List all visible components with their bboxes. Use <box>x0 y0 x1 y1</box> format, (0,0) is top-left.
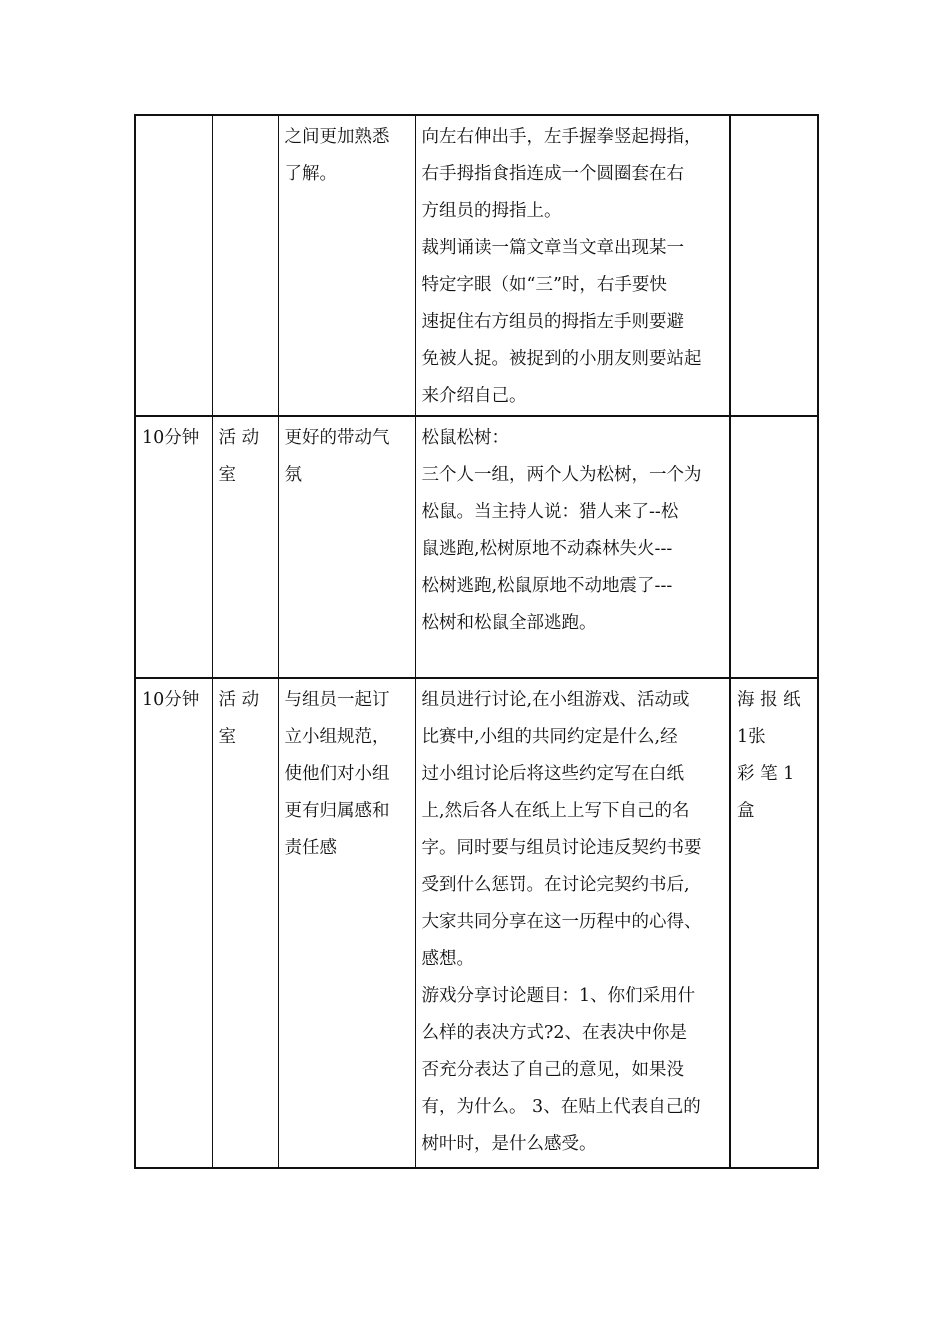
table-row <box>135 115 818 416</box>
time-cell <box>135 416 212 678</box>
content-line: 松树逃跑,松鼠原地不动地震了--- <box>421 576 673 596</box>
content-line: 松鼠。当主持人说：猎人来了--松 <box>421 502 679 522</box>
materials-line: 1张 <box>737 727 766 747</box>
content-line: 右手拇指食指连成一个圆圈套在右 <box>421 164 684 184</box>
content-line: 组员进行讨论,在小组游戏、活动或 <box>421 690 690 710</box>
content-line: 向左右伸出手，左手握拳竖起拇指， <box>421 127 702 147</box>
table-row <box>135 416 818 678</box>
content-line: 三个人一组，两个人为松树，一个为 <box>421 465 702 485</box>
content-line: 受到什么惩罚。在讨论完契约书后, <box>421 875 690 895</box>
goal-line: 氛 <box>284 465 302 485</box>
content-line: 裁判诵读一篇文章当文章出现某一 <box>421 238 684 258</box>
content-line: 来介绍自己。 <box>421 386 527 406</box>
content-line: 有，为什么。 3、在贴上代表自己的 <box>421 1097 701 1117</box>
content-line: 比赛中,小组的共同约定是什么,经 <box>421 727 678 747</box>
content-line: 方组员的拇指上。 <box>421 201 562 221</box>
goal-cell <box>278 115 415 416</box>
place-cell <box>212 416 278 678</box>
place-text: 活 动 <box>218 428 260 448</box>
goal-cell <box>278 678 415 1168</box>
content-line: 松树和松鼠全部逃跑。 <box>421 613 597 633</box>
activity-plan-table <box>134 114 819 1169</box>
goal-line: 之间更加熟悉 <box>284 127 390 147</box>
content-line: 树叶时，是什么感受。 <box>421 1134 597 1154</box>
content-line: 过小组讨论后将这些约定写在白纸 <box>421 764 684 784</box>
content-line: 否充分表达了自己的意见，如果没 <box>421 1060 684 1080</box>
time-cell <box>135 678 212 1168</box>
content-line: 松鼠松树： <box>421 428 509 448</box>
materials-cell <box>730 416 818 678</box>
content-cell <box>415 416 730 678</box>
goal-line: 立小组规范， <box>284 727 390 747</box>
goal-line: 更好的带动气 <box>284 428 390 448</box>
content-line: 么样的表决方式?2、在表决中你是 <box>421 1023 688 1043</box>
materials-line: 海 报 纸 <box>737 690 801 710</box>
goal-line: 责任感 <box>284 838 337 858</box>
content-line: 游戏分享讨论题目：1、你们采用什 <box>421 986 696 1006</box>
content-line: 上,然后各人在纸上上写下自己的名 <box>421 801 690 821</box>
goal-line: 使他们对小组 <box>284 764 390 784</box>
content-line: 大家共同分享在这一历程中的心得、 <box>421 912 702 932</box>
time-text: 10分钟 <box>142 428 200 448</box>
content-cell <box>415 678 730 1168</box>
content-line: 字。同时要与组员讨论违反契约书要 <box>421 838 702 858</box>
time-cell <box>135 115 212 416</box>
place-cell <box>212 115 278 416</box>
materials-cell <box>730 678 818 1168</box>
place-text: 活 动 <box>218 690 260 710</box>
materials-line: 彩 笔 1 <box>737 764 795 784</box>
table-row <box>135 678 818 1168</box>
materials-line: 盒 <box>737 801 755 821</box>
goal-line: 与组员一起订 <box>284 690 390 710</box>
content-line: 特定字眼（如“三”时，右手要快 <box>421 275 667 295</box>
content-cell <box>415 115 730 416</box>
place-cell <box>212 678 278 1168</box>
content-line: 鼠逃跑,松树原地不动森林失火--- <box>421 539 673 559</box>
goal-line: 更有归属感和 <box>284 801 390 821</box>
content-line: 感想。 <box>421 949 474 969</box>
goal-cell <box>278 416 415 678</box>
place-text: 室 <box>218 465 236 485</box>
content-line: 免被人捉。被捉到的小朋友则要站起 <box>421 349 702 369</box>
goal-line: 了解。 <box>284 164 337 184</box>
place-text: 室 <box>218 727 236 747</box>
content-line: 速捉住右方组员的拇指左手则要避 <box>421 312 684 332</box>
time-text: 10分钟 <box>142 690 200 710</box>
materials-cell <box>730 115 818 416</box>
